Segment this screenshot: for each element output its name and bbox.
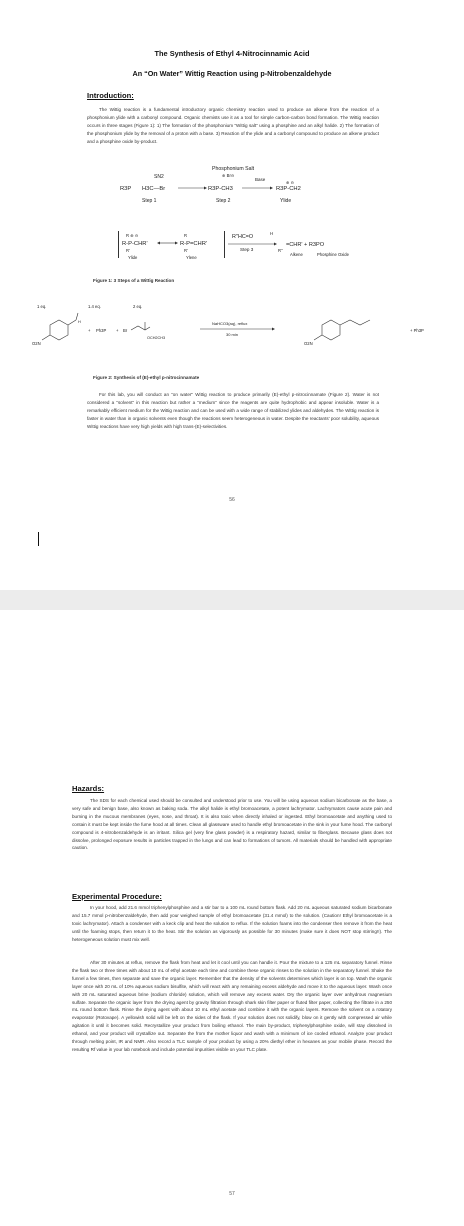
figure1-scheme-steps-1-2 — [120, 163, 340, 218]
eq3-label: 2 eq. — [133, 304, 143, 309]
page-number-56: 56 — [229, 497, 235, 503]
r3p-ch2-label: R3P-CH2 — [276, 186, 301, 192]
svg-text:R': R' — [126, 248, 130, 253]
procedure-paragraph-2: After 30 minutes at reflux, remove the flask from heat and let it cool until you can handle it. Pour the mixture to a 125 mL separatory funnel. Rinse the flask two or three times with about 10 mL of ethyl acetate each time and combine these organic rinses to the solution in the separatory funnel. Shake the funnel a few times, then separate and save the organic layer. Remember that the density of the solvents determines which layer is on top. Wash the organic layer once with 20 mL of 10% aqueous sodium bisulfite, which will react with any remaining excess aldehyde and move it to the aqueous layer. Wash once with 20 mL saturated aqueous brine (sodium chloride) solution, which will remove any excess water. Dry the organic layer over anhydrous magnesium sulfate. Separate the organic layer from the drying agent by gravity filtration through shark skin filter paper or fluted filter paper, collecting the filtrate in a 250 mL round bottom flask. Rinse the drying agent with about 10 mL ethyl acetate and combine it with the organic layers. Remove the solvent on a rotatory evaporator (Rotovape). A yellowish solid will be left on the sides of the flask. If your solution does not solidify, blow on it gently with compressed air while agitation it until it becomes solid. Recrystallize your product from boiling ethanol. The main by-product, triphenylphosphine oxide, will stay dissolved in ethanol, and your product will crystallize out. Separate the from the mother liquor and wash with a minimum of ice cooled ethanol. Analyze your product through melting point, IR and NMR. Also record a TLC sample of your product by using a 20% diethyl ether in hexanes as your mobile phase. Record the resulting Rf value in your lab notebook and include potential impurities visible on your TLC plate. — [72, 960, 392, 1052]
eq2-label: 1.4 eq. — [88, 304, 101, 309]
svg-text:H: H — [78, 320, 81, 324]
document-title: The Synthesis of Ethyl 4-Nitrocinnamic Acid — [154, 49, 310, 58]
svg-text:R: R — [184, 233, 188, 238]
alkene-label: Alkene — [290, 252, 303, 257]
svg-text:⊕ ⊖: ⊕ ⊖ — [286, 180, 295, 185]
svg-text:+: + — [88, 328, 91, 333]
ylene-label: Ylene — [186, 255, 197, 260]
br-reagent-label: Br — [123, 328, 128, 333]
h3c-br-label: H3C—Br — [142, 186, 166, 192]
step2-label: Step 2 — [216, 198, 231, 204]
procedure-paragraph-1: In your hood, add 21.6 mmol triphenylphosphine and a stir bar to a 100 mL round bottom flask. Add 20 mL aqueous saturated sodium bicarbonate and 15.7 mmol p-nitrobenzaldehyde, then add your weighed sample of ethyl bromoacetate (31.4 mmol) to the solution. (Caution! Ethyl bromoacetate is a toxic lachrymator). Attach a condenser with a keck clip and heat the solution to reflux. If the solution foams into the condenser then remove it from the heat until the foaming stops, then return it to the heat. Stir the solution as vigorously as possible for 30 minutes (make sure it does NOT stop stirring!!). The heterogeneous solution must mix well. — [72, 905, 392, 942]
page-gap — [0, 590, 464, 610]
sn2-label: SN2 — [154, 174, 164, 180]
document-page-1 — [0, 0, 464, 590]
body-paragraph: For this lab, you will conduct an “on water” Wittig reaction to produce primarily (E)-ethyl p-nitrocinnamate (Figure 2). Water is not considered a “solvent” in this reaction but rather a “medium” since the reagents are quite hydrophobic and appear insoluble. Water is a remarkably efficient medium for the Wittig reaction and can be used with a wide range of stabilized ylides and aldehydes. The Wittig reaction is faster in water than in organic solvents even though the reactions seem heterogeneous in water. Despite the reactants’ poor solubility, aqueous Wittig reactions have very high yields with high trans-(E)-selectivities. — [87, 392, 379, 429]
figure2-caption: Figure 2: Synthesis of (E)-ethyl p-nitrocinnamate — [93, 375, 200, 380]
conditions-bottom-label: 30 min — [226, 332, 239, 337]
ph3p-reagent-label: Ph3P — [96, 328, 107, 333]
figure1-scheme-step-3 — [120, 228, 350, 266]
ylide-label: Ylide — [280, 198, 292, 204]
page-number-57: 57 — [229, 1191, 235, 1197]
phosphonium-salt-label: Phosphonium Salt — [212, 166, 255, 172]
step1-label: Step 1 — [142, 198, 157, 204]
introduction-heading: Introduction: — [87, 91, 134, 100]
svg-text:⊕ Br⊖: ⊕ Br⊖ — [222, 173, 235, 178]
svg-text:+: + — [116, 328, 119, 333]
svg-text:R': R' — [184, 248, 188, 253]
o2n-left-label: O2N — [32, 341, 41, 346]
step3-label: Step 3 — [240, 247, 254, 252]
hazards-heading: Hazards: — [72, 784, 105, 793]
r3p-ch3-label: R3P-CH3 — [208, 186, 233, 192]
phosphine-oxide-label: Phosphine Oxide — [317, 252, 349, 257]
svg-text:H: H — [270, 231, 274, 236]
conditions-top-label: NaHCO3(aq), reflux — [212, 321, 248, 326]
figure1-caption: Figure 1: 3 Steps of a Wittig Reaction — [93, 278, 175, 283]
base-label: Base — [255, 177, 266, 182]
eq1-label: 1 eq. — [37, 304, 47, 309]
hazards-paragraph: The SDS for each chemical used should be consulted and understood prior to use. You will be using aqueous sodium bicarbonate as the base, a very safe and benign base, also known as baking soda. The alkyl halide is ethyl bromoacetate, a potent lachrymator. Lachrymators cause acute pain and burning in the mucous membranes (eyes, nose, and throat). It is also toxic when directly inhaled or ingested. Ethyl bromoacetate and anything used to contain it must be kept inside the fume hood at all times. Clean all glassware used to handle ethyl bromoacetate in the sink in your fume hood. The carbonyl compound is 4-nitrobenzaldehyde is an irritant. Silica gel (very fine glass powder) is a respiratory hazard, similar to fiberglass. Because glass does not dissolve, prolonged exposure results in particles trapped in the lungs and can lead to formations of tumors. All materials should be handled with appropriate caution. — [72, 798, 392, 851]
procedure-heading: Experimental Procedure: — [72, 892, 162, 901]
figure2-reaction-scheme — [32, 303, 432, 361]
ylene-structure: R-P=CHR' — [180, 241, 208, 247]
ylide-structure: R-P-CHR' — [122, 241, 148, 247]
o2n-right-label: O2N — [304, 341, 313, 346]
text-cursor — [38, 532, 39, 546]
document-page-2 — [0, 610, 464, 1226]
product-label: =CHR' + R3PO — [286, 242, 325, 248]
r3p-label: R3P — [120, 186, 132, 192]
ph3p-product-label: + Ph3P — [410, 328, 424, 333]
svg-text:R ⊕ ⊖: R ⊕ ⊖ — [126, 233, 139, 238]
ester-label: OCH2CH3 — [147, 336, 166, 340]
ylide-box-label: Ylide — [128, 255, 138, 260]
document-subtitle: An “On Water” Wittig Reaction using p-Nitrobenzaldehyde — [132, 69, 332, 78]
svg-text:R'': R'' — [278, 248, 283, 253]
aldehyde-label: R''HC=O — [232, 234, 254, 240]
introduction-paragraph: The Wittig reaction is a fundamental introductory organic chemistry reaction used to produce an alkene from the reaction of a phosphonium ylide with a carbonyl compound. Organic chemists use it as a tool for simple carbon-carbon bond formation. The Wittig reaction occurs in three stages (Figure 1): 1) The formation of the phosphonium “Wittig salt” using a phosphine and an alkyl halide. 2) The formation of the phosphonium ylide by the removal of a proton with a base. 3) Reaction of the ylide and a carbonyl compound to produce an alkene product and a phosphine oxide by-product. — [87, 107, 379, 144]
